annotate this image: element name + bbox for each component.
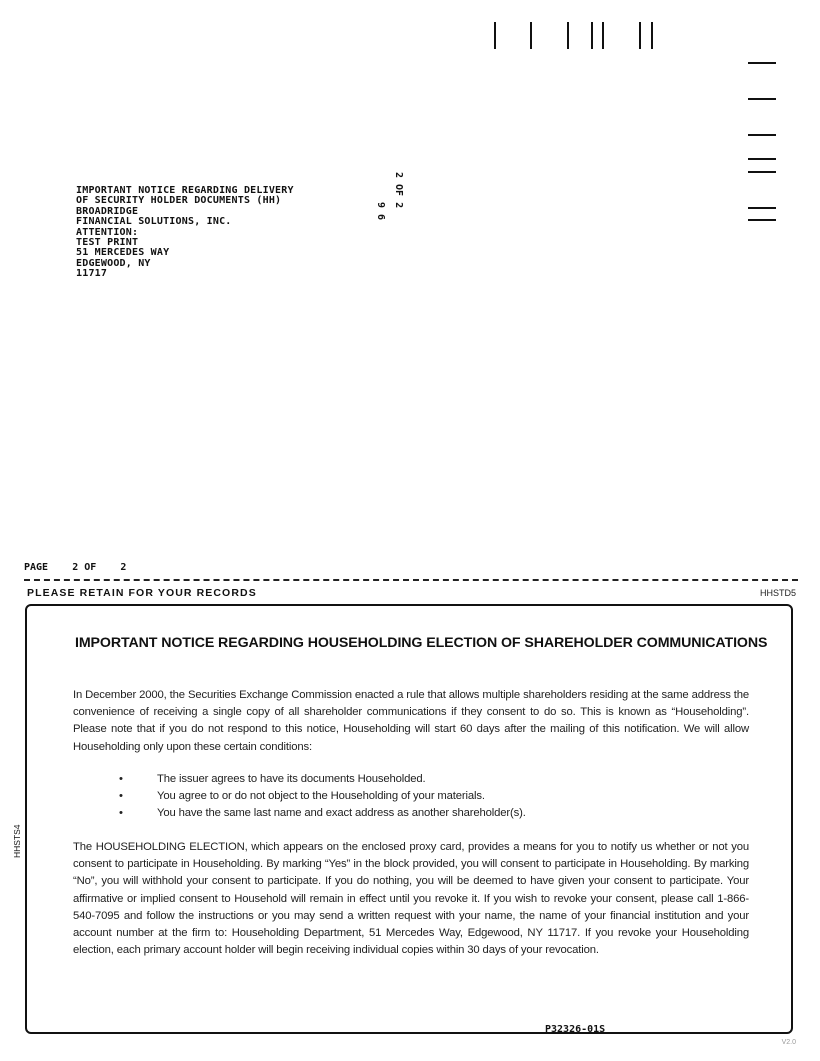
address-line: IMPORTANT NOTICE REGARDING DELIVERY (76, 185, 294, 196)
mailing-address (76, 186, 294, 280)
vertical-page-code: 2 OF 2 (393, 172, 404, 209)
page-of: OF (84, 562, 97, 573)
address-line: FINANCIAL SOLUTIONS, INC. (76, 216, 232, 228)
tear-line (24, 579, 798, 581)
barcode-bar (530, 22, 532, 49)
address-line: 51 MERCEDES WAY (76, 247, 170, 259)
conditions-list (119, 771, 526, 823)
side-code: HHSTS4 (12, 824, 22, 858)
version-label: V2.0 (781, 1039, 796, 1046)
condition-item: • The issuer agrees to have its documents Householded. (119, 771, 526, 788)
notice-title: IMPORTANT NOTICE REGARDING HOUSEHOLDING ELECTION OF SHAREHOLDER COMMUNICATIONS (75, 635, 768, 651)
alignment-mark (748, 207, 776, 209)
page-total: 2 (120, 562, 127, 573)
form-code: HHSTD5 (759, 588, 796, 598)
barcode-bar (651, 22, 653, 49)
barcode-bar (567, 22, 569, 49)
document-id: P32326-01S (545, 1024, 606, 1035)
condition-item: • You agree to or do not object to the Householding of your materials. (119, 788, 526, 805)
retain-label: PLEASE RETAIN FOR YOUR RECORDS (27, 587, 257, 599)
page-current: 2 (72, 562, 79, 573)
address-line: ATTENTION: (76, 226, 139, 238)
alignment-mark (748, 62, 776, 64)
condition-item: • You have the same last name and exact address as another shareholder(s). (119, 805, 526, 822)
bullet-icon: • (119, 807, 123, 820)
notice-paragraph-intro: In December 2000, the Securities Exchange Commission enacted a rule that allows multiple shareholders residing at the same address the convenience of receiving a single copy of all shareholder communications if they consent to do so. This is known as “Householding”. Please note that if you do not respond to this notice, Householding will start 60 days after the mailing of this notification. We will allow Householding only upon these certain conditions: (73, 689, 749, 753)
alignment-mark (748, 171, 776, 173)
alignment-mark (748, 98, 776, 100)
address-line: BROADRIDGE (76, 205, 139, 217)
barcode-bar (591, 22, 593, 49)
alignment-mark (748, 134, 776, 136)
barcode-bar (639, 22, 641, 49)
vertical-sequence-code: 9 6 (375, 202, 386, 221)
notice-paragraph-election: The HOUSEHOLDING ELECTION, which appears on the enclosed proxy card, provides a means for you to notify us whether or not you consent to participate in Householding. By marking “Yes” in the block provided, you will consent to participate in Householding. By marking “No”, you will withhold your consent to participate. If you do nothing, you will be deemed to have given your consent to participate. Your affirmative or implied consent to Household will remain in effect until you revoke it. If you wish to revoke your consent, please call 1-866-540-7095 and follow the instructions or you may send a written request with your name, the name of your financial institution and your account number at the firm to: Householding Department, 51 Mercedes Way, Edgewood, NY 11717. If you revoke your Householding election, each primary account holder will begin receiving individual copies within 30 days of your revocation. (73, 841, 749, 957)
barcode-bar (602, 22, 604, 49)
bullet-icon: • (119, 773, 123, 785)
alignment-mark (748, 158, 776, 160)
page-indicator (24, 562, 126, 573)
address-line: 11717 (76, 268, 108, 280)
address-line: OF SECURITY HOLDER DOCUMENTS (HH) (76, 195, 282, 207)
alignment-mark (748, 219, 776, 221)
bullet-icon: • (119, 790, 123, 803)
barcode-bar (494, 22, 496, 49)
address-line: TEST PRINT (76, 237, 139, 249)
address-line: EDGEWOOD, NY (76, 257, 151, 269)
page-label: PAGE (24, 562, 49, 573)
householding-notice (25, 604, 793, 1034)
